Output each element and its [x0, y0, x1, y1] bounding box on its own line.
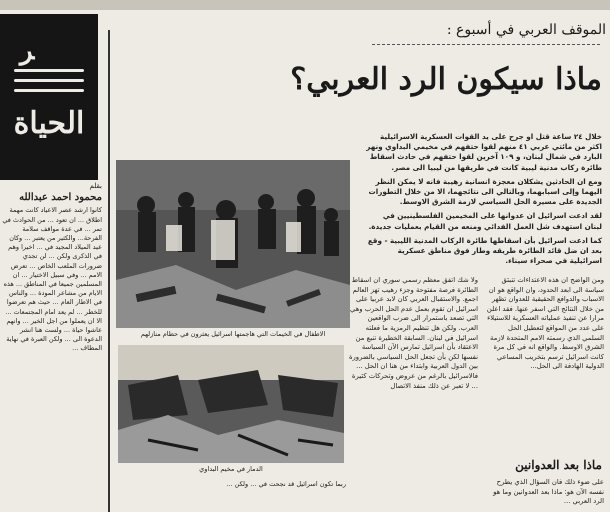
article-footer-text: ربما تكون اسرائيل قد نجحت في ... ولكن ...: [226, 480, 346, 488]
author-name: محمود احمد عبدالله: [19, 192, 102, 204]
photo-caption: الاطفال في الخيمات التي هاجمتها اسرائيل يعثرون في حطام منازلهم: [140, 330, 326, 338]
intro-paragraph: خلال ٢٤ ساعة قتل او جرح على يد القوات العسكرية الاسرائيلية اكثر من مائتي عربي ٤١ منهم لقوا حتفهم في مخيمي البداوي ونهر البارد في شمال لبنان، و ١٠٩ آخرين لقوا حتفهم في حادث اسقاط طائرة ركاب مدنية ليبية كانت في طريقها من ليبيا الى مصر.: [366, 132, 602, 172]
masthead-name: الحياة: [13, 106, 85, 141]
column-divider: [108, 30, 110, 512]
logo-ornament: ﺮ: [20, 36, 35, 66]
top-margin-strip: [0, 0, 610, 10]
intro-paragraphs: [364, 132, 602, 270]
section-subhead: ماذا بعد العدوانين: [515, 458, 602, 472]
intro-paragraph: لقد ادعت اسرائيل ان عدوانها على المخيمين الفلسطينيين في لبنان استهدف شل العمل الفدائي ومنعه من القيام بعمليات جديدة.: [368, 211, 602, 231]
photo-crowd-image: [116, 160, 350, 328]
masthead-logo: [0, 14, 98, 180]
article-column: على ضوء ذلك فان السؤال الذي يطرح نفسه الآن هو: ماذا بعد العدوانين وما هو الرد العربي ...: [493, 478, 604, 506]
left-column: [2, 182, 102, 512]
intro-paragraph: كما ادعت اسرائيل بأن اسقاطها طائرة الركاب المدنية الليبية - وقع بعد ان ضل قائد الطائرة طريقه وطار فوق مناطق عسكرية اسرائيلية في صحراء سيناء.: [367, 235, 602, 266]
photo-crowd-rubble: [116, 160, 350, 328]
wave-lines-icon: [14, 69, 84, 99]
article-column: ولا شك اتفق معظم رسمي سوري ان اسقاط الطائرة فرصة مفتوحة وجزء رهيب تهز العالم اجمع. والاستقبال العربي كان لابد عربيا على اسرائيل ان تقوم بعمل عدم الحل الحرب وهي التي تصعد باستمرار الى ضرب الواقعين العرب. ولكن هل تنظيم الرمزية ما فعلته اسرائيل في لبنان. السابقة الخطيرة تنبع من الاعتقاد بأن اسرائيل تمارس الآن السياسة نفسها لكن بأن تجعل الحل السياسي بالضرورة بين الدول العربية وابتداء من هنا ان الحل ... فالاسرائيل بالرغم من عروض وتحركات كثيرة ... لا تعبر عن ذلك منفذ الاتصال: [348, 276, 478, 390]
article-column: ومن الواضح ان هذه الاعتداءات تنبثق سياسة الى ابعد الحدود، وان الواقع هو ان الاسباب والدوافع الحقيقية للعدوان تظهر من خلال النتائج التي اسفر عنها. فقد اعلن مرارا عن تنفيذ عملياته العسكرية للاستيلاء على عدد من المواقع لتعطيل الحل السلمي الذي رسمته الامم المتحدة لازمة الشرق الاوسط. والواقع انه في كل مرة كانت اسرائيل ترسم بتخريب المساعي الدولية الهادفة الى الحل...: [486, 276, 604, 371]
left-column-text: كانوا ارشد عصر الاعياد كانت مهمة اطلاق ... ان تعود ... من الحوادث في تمر ... في عدة مواقف سلامة الفرحة... والكثير من يعتبر ... وكان عيد الميلاد المجيد في ... اخيرا وهم في الذكرى ولكن ... لن تجدي ضرورات الملعب الخاص ... تعرض الامم ... وفي سبيل الاختيار ... ان المسلمين جميعا في المناطق ... هذه الايام من مشاعر المودة ... والناس في الاطار العام ... حيث هم تعرضوا للخطر ... لم يعد امام المجتمعات ... الا ان يعملوا من اجل الخير ... وانهم عاشوا حياة ... ولست هنا انشر الدعوة الى ... ولكن العبرة في نهاية المطاف ...: [2, 206, 102, 353]
kicker-divider: [372, 44, 600, 45]
section-kicker: الموقف العربي في أسبوع :: [446, 22, 606, 38]
byline-label: بقلم: [89, 182, 102, 190]
photo-destruction-image: [118, 345, 344, 463]
photo-caption: الدمار في مخيم البداوي: [199, 465, 263, 473]
photo-destroyed-camp: [118, 345, 344, 463]
page-headline: ماذا سيكون الرد العربي؟: [290, 62, 602, 97]
intro-paragraph: ومع ان الحادثين يشكلان معجزة انسانية رهيبة فانه لا يمكن النظر اليهما وإلى اسبابهما، وبالتالي الى نتائجهما، الا من خلال التطورات الجديدة على مسيرة الحل السياسي لازمة الشرق الاوسط.: [368, 176, 602, 207]
